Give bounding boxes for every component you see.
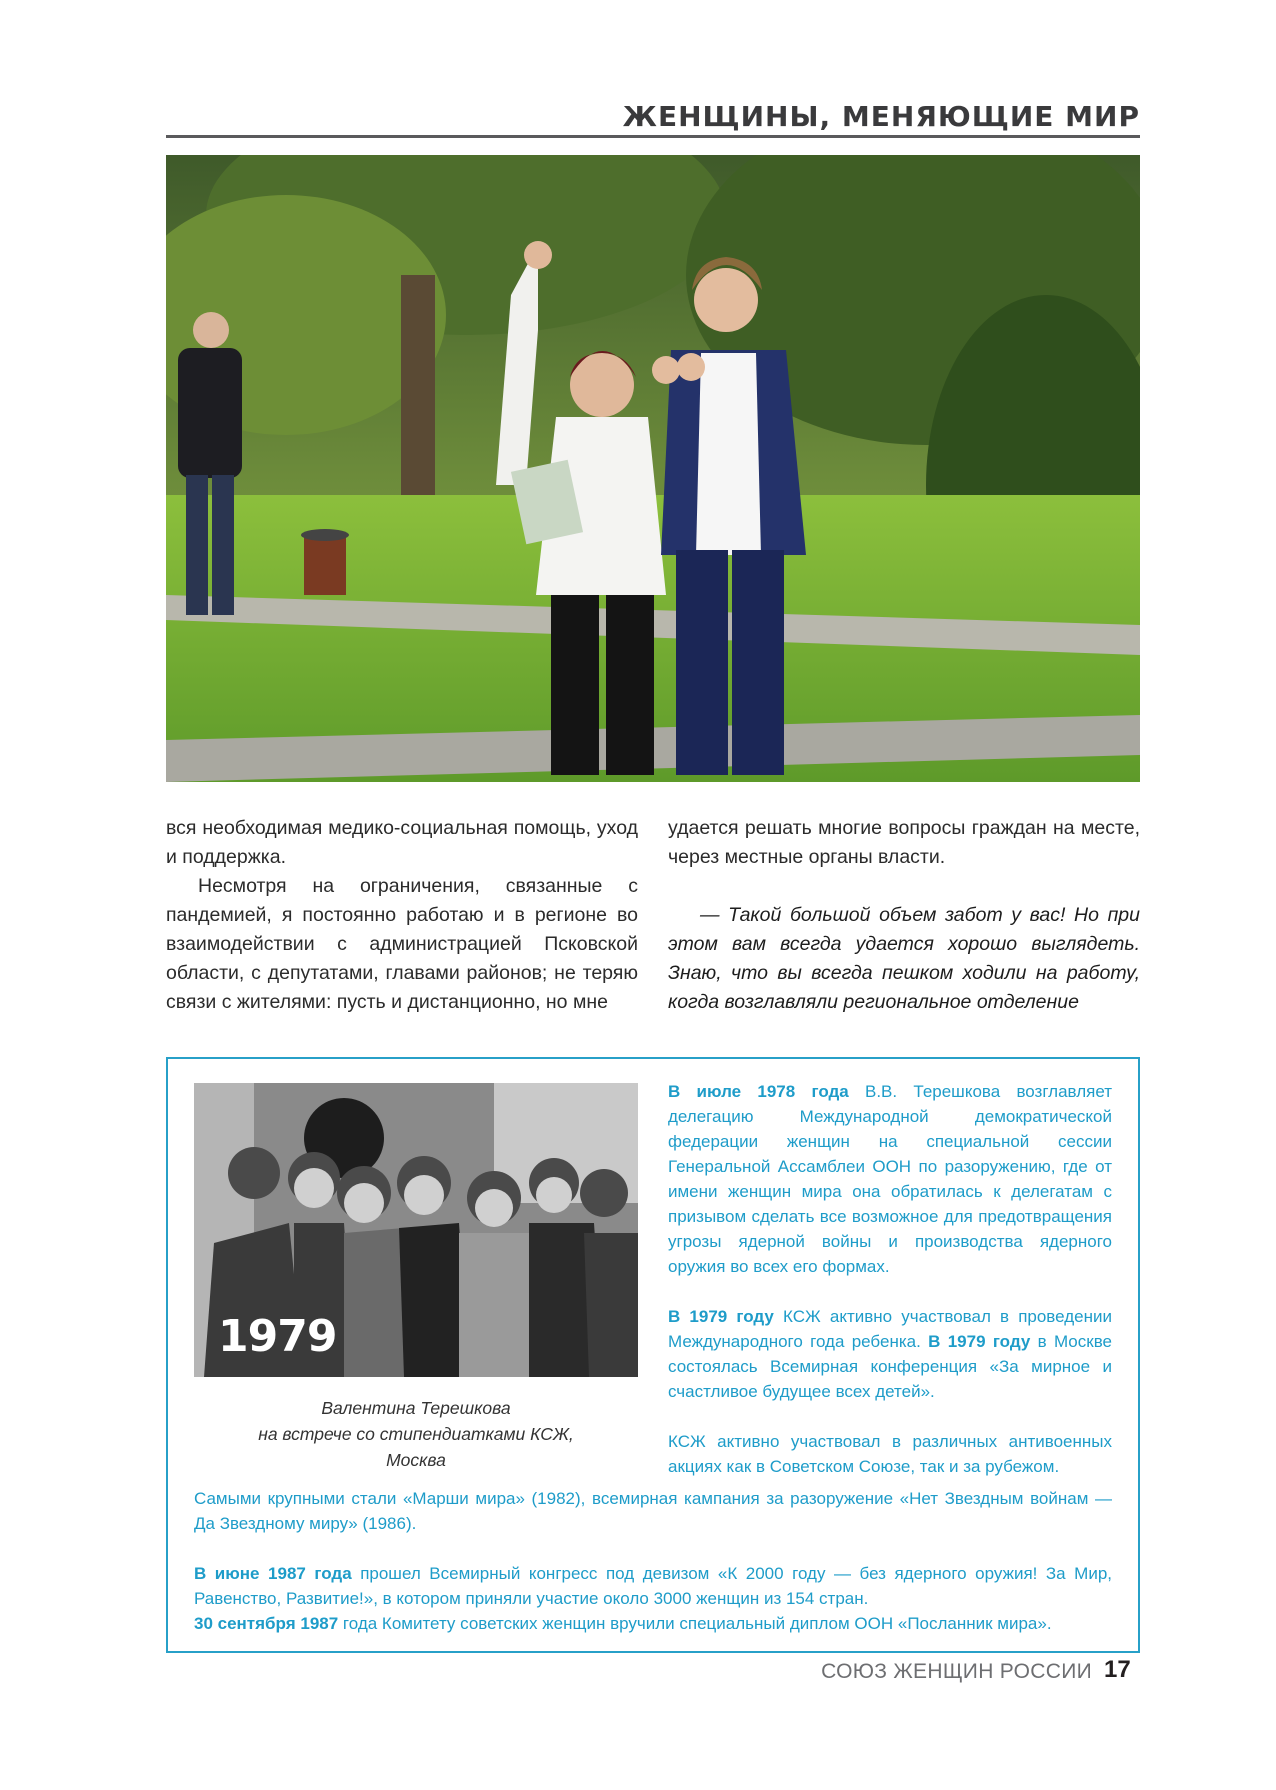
paragraph-1979 (668, 1304, 1112, 1404)
date-highlight: В июне 1987 года (194, 1564, 352, 1583)
date-highlight: В июле 1978 года (668, 1082, 849, 1101)
photo-year-label: 1979 (218, 1311, 337, 1362)
paragraph: Несмотря на ограничения, связанные с пандемией, я постоянно работаю и в регионе во взаимодействии с администрацией Псковской области, с депутатами, главами районов; не теряю связи с жителями: пусть и дистанционно, но мне (166, 875, 638, 1013)
page-number: 17 (1104, 1656, 1131, 1683)
paragraph-text: в Москве состоялась Всемирная конференция «За мирное и счастливое будущее всех детей». (668, 1332, 1112, 1401)
date-highlight: В 1979 году (928, 1332, 1031, 1351)
publication-name: СОЮЗ ЖЕНЩИН РОССИИ (821, 1660, 1092, 1683)
date-highlight: В 1979 году (668, 1307, 774, 1326)
infobox-bottom (194, 1486, 1112, 1636)
paragraph-1987-diploma (194, 1611, 1112, 1636)
paragraph-text: КСЖ активно участвовал в проведении Международного года ребенка. (668, 1307, 1112, 1351)
article-column-left (166, 814, 638, 1017)
caption-line: Валентина Терешкова (321, 1398, 511, 1418)
header-rule (166, 135, 1140, 138)
paragraph-antiwar-cont: Самыми крупными стали «Марши мира» (1982), всемирная кампания за разоружение «Нет Звездным войнам — Да Звездному миру» (1986). (194, 1489, 1112, 1533)
paragraph-1978 (668, 1079, 1112, 1279)
paragraph-text: прошел Всемирный конгресс под девизом «К 2000 году — без ядерного оружия! За Мир, Равенство, Развитие!», в котором приняли участие около 3000 женщин из 154 стран. (194, 1564, 1112, 1608)
interview-question: — Такой большой объем забот у вас! Но при этом вам всегда удается хорошо выглядеть. Знаю, что вы всегда пешком ходили на работу, когда возглавляли региональное отделение (668, 904, 1140, 1013)
paragraph-1987-congress (194, 1561, 1112, 1611)
main-photo (166, 155, 1140, 782)
history-infobox (166, 1057, 1140, 1653)
paragraph: вся необходимая медико-социальная помощь, уход и поддержка. (166, 817, 638, 868)
date-highlight: 30 сентября 1987 (194, 1614, 339, 1633)
caption-line: Москва (386, 1450, 446, 1470)
paragraph-antiwar-start: КСЖ активно участвовал в различных антивоенных акциях как в Советском Союзе, так и за рубежом. (668, 1432, 1112, 1476)
historical-photo (194, 1083, 638, 1377)
caption-line: на встрече со стипендиатками КСЖ, (258, 1424, 574, 1444)
paragraph-text: года Комитету советских женщин вручили специальный диплом ООН «Посланник мира». (338, 1614, 1052, 1633)
photo-caption (194, 1395, 638, 1473)
paragraph: удается решать многие вопросы граждан на месте, через местные органы власти. (668, 817, 1140, 868)
article-column-right (668, 814, 1140, 1017)
paragraph-text: В.В. Терешкова возглавляет делегацию Международной демократической федерации женщин на специальной сессии Генеральной Ассамблеи ООН по разоружению, где от имени женщин мира она обратилась к делегатам с призывом сделать все возможное для предотвращения угрозы ядерной войны и производства ядерного оружия во всех его формах. (668, 1082, 1112, 1276)
page-section-title: ЖЕНЩИНЫ, МЕНЯЮЩИЕ МИР (622, 100, 1140, 133)
infobox-column-right (668, 1079, 1112, 1479)
